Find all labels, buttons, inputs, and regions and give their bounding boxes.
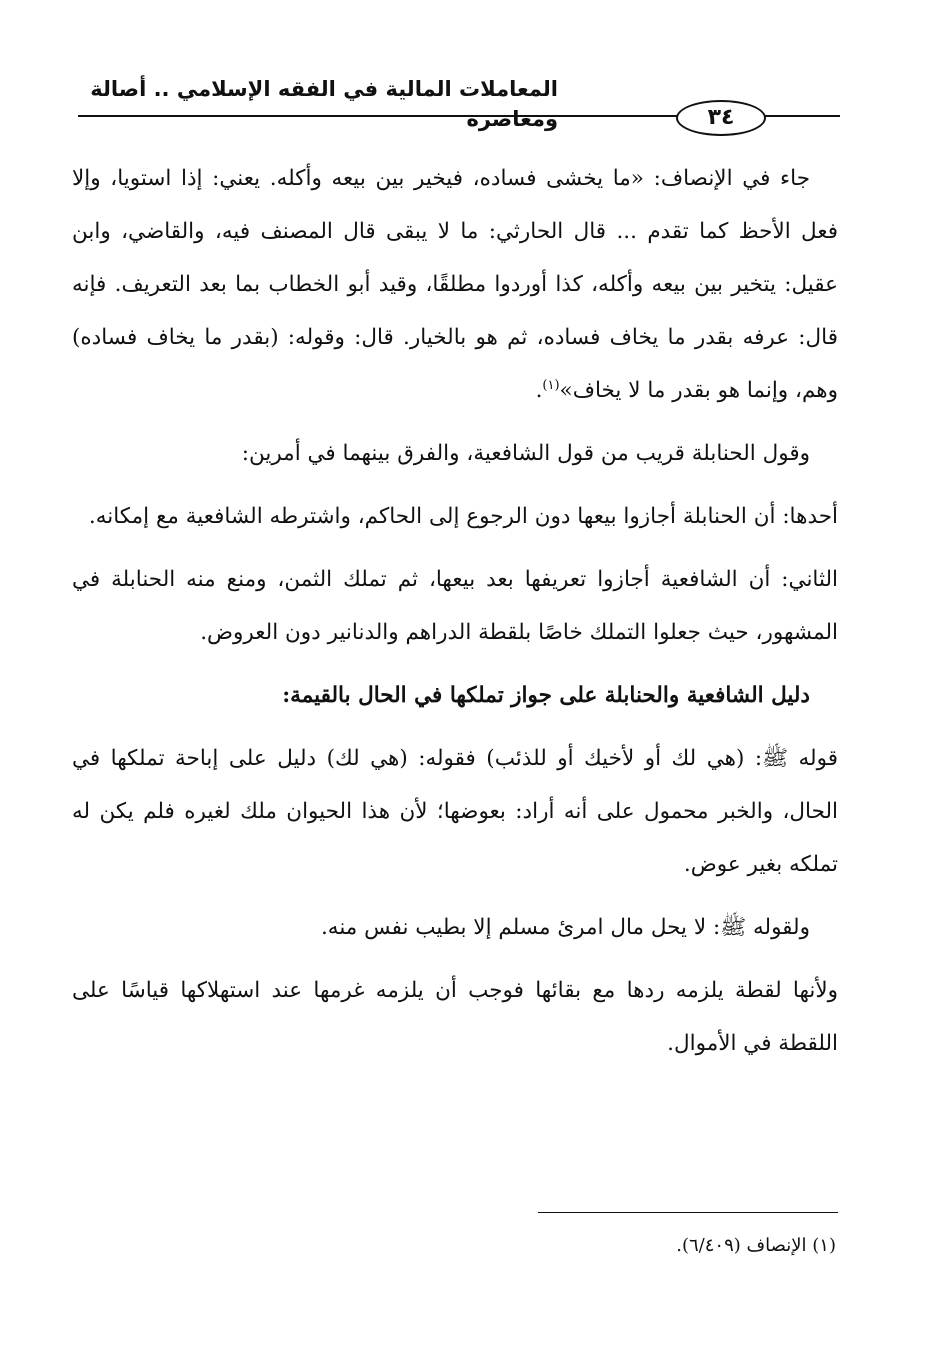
footnote-rule — [538, 1212, 838, 1213]
paragraph-first-difference: أحدها: أن الحنابلة أجازوا بيعها دون الرجوع إلى الحاكم، واشترطه الشافعية مع إمكانه. — [88, 504, 838, 529]
main-text — [72, 152, 838, 1080]
paragraph-insaf-quote — [72, 152, 838, 417]
paragraph-second-hadith: ولقوله ﷺ: لا يحل مال امرئ مسلم إلا بطيب نفس منه. — [320, 915, 810, 940]
paragraph-hanabila-view: وقول الحنابلة قريب من قول الشافعية، والفرق بينهما في أمرين: — [241, 441, 810, 466]
footnote-reference: (١) — [542, 377, 560, 393]
running-head-title: المعاملات المالية في الفقه الإسلامي .. أصالة ومعاصرة — [90, 77, 558, 131]
paragraph-second-difference: الثاني: أن الشافعية أجازوا تعريفها بعد بيعها، ثم تملك الثمن، ومنع منه الحنابلة في المشهور، حيث جعلوا التملك خاصًا بلقطة الدراهم والدنانير دون العروض. — [72, 567, 838, 645]
paragraph-analogy: ولأنها لقطة يلزمه ردها مع بقائها فوجب أن يلزمه غرمها عند استهلاكها قياسًا على اللقطة في الأموال. — [72, 978, 838, 1056]
paragraph-hadith-evidence: قوله ﷺ: (هي لك أو لأخيك أو للذئب) فقوله: (هي لك) دليل على إباحة تملكها في الحال، والخبر محمول على أنه أراد: بعوضها؛ لأن هذا الحيوان ملك لغيره فلم يكن له تملكه بغير عوض. — [72, 746, 838, 877]
paragraph-insaf-quote-end: . — [535, 378, 543, 403]
section-heading: دليل الشافعية والحنابلة على جواز تملكها في الحال بالقيمة: — [282, 683, 810, 708]
page-number-badge: ٣٤ — [676, 100, 766, 136]
paragraph-insaf-quote-text: جاء في الإنصاف: «ما يخشى فساده، فيخير بين بيعه وأكله. يعني: إذا استويا، وإلا فعل الأحظ كما تقدم ... قال الحارثي: ما لا يبقى قال المصنف فيه، والقاضي، وابن عقيل: يتخير بين بيعه وأكله، كذا أوردوا مطلقًا، وقيد أبو الخطاب بما بعد التعريف. فإنه قال: عرفه بقدر ما يخاف فساده، ثم هو بالخيار. قال: وقوله: (بقدر ما يخاف فساده) وهم، وإنما هو بقدر ما لا يخاف» — [72, 166, 838, 403]
footnote-text: (١) الإنصاف (٦/٤٠٩). — [676, 1235, 836, 1256]
